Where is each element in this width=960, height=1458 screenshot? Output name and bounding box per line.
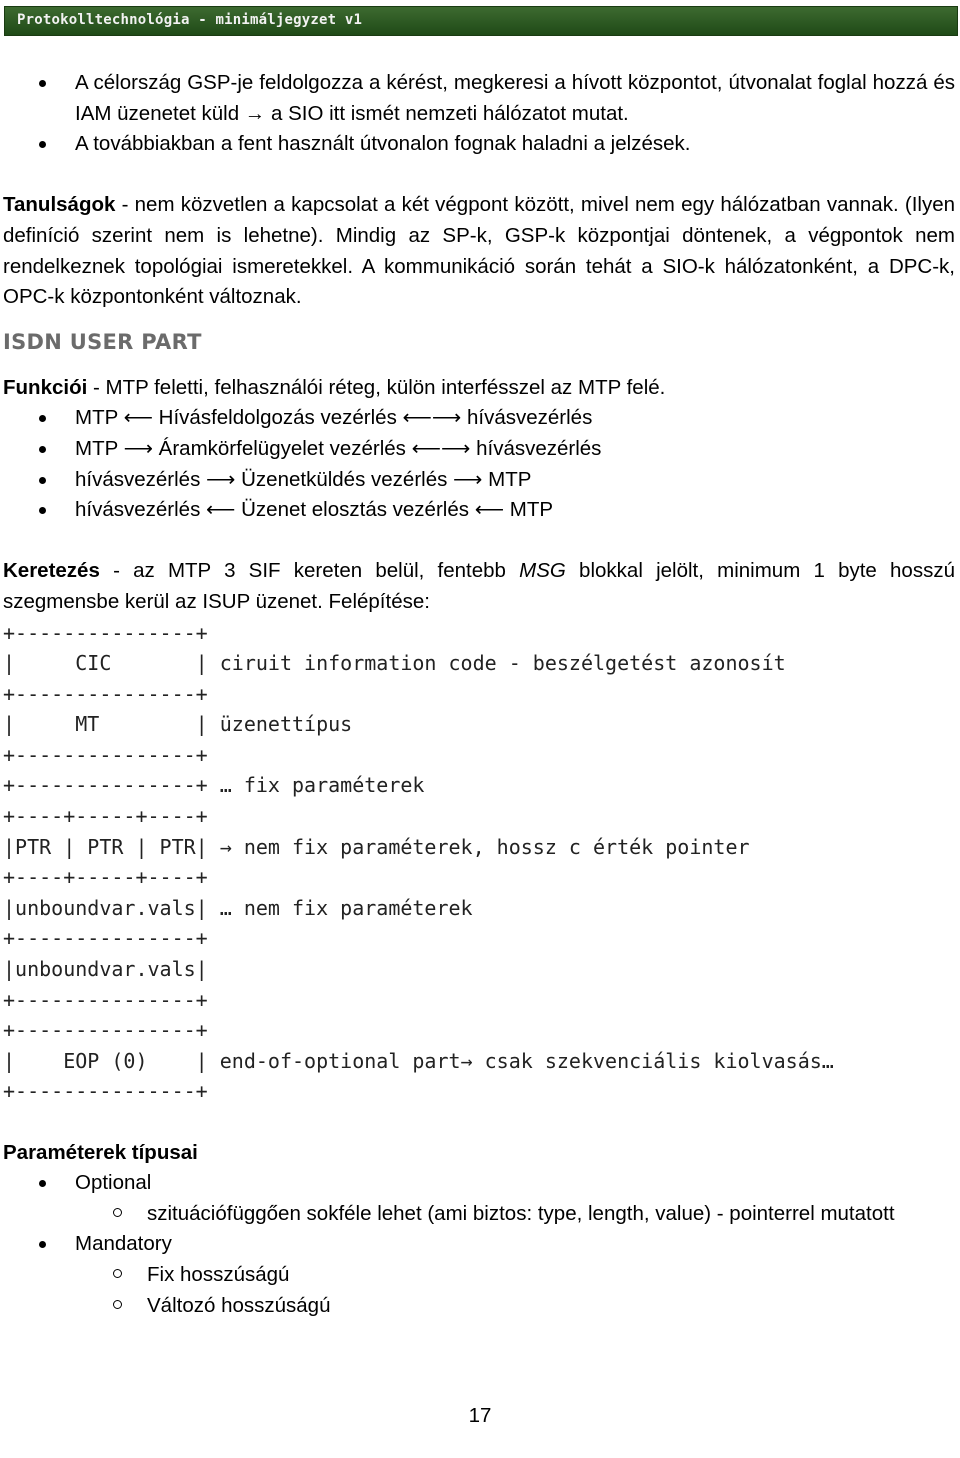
structure-line: +----+-----+----+ [3,865,208,890]
structure-line: +---------------+ [3,987,208,1012]
framing-italic: MSG [519,559,566,583]
sub-list-item: szituációfüggően sokféle lehet (ami biztos: type, length, value) - pointerrel mutatott [75,1199,955,1230]
list-item: MTP ⟵ Hívásfeldolgozás vezérlés ⟵⟶ hívásvezérlés [3,403,955,434]
lessons-paragraph [3,190,955,312]
structure-line: +---------------+ [3,620,208,645]
optional-label: Optional [75,1171,152,1195]
structure-line: +---------------+ [3,1079,208,1104]
structure-line: +---------------+ … fix paraméterek [3,773,425,798]
framing-paragraph [3,556,955,617]
list-item: A továbbiakban a fent használt útvonalon fognak haladni a jelzések. [3,129,955,160]
param-types-list [3,1168,955,1321]
page-content [3,68,955,1321]
list-item: A célország GSP-je feldolgozza a kérést, megkeresi a hívott központot, útvonalat foglal hozzá és IAM üzenetet küld → a SIO itt ismét nemzeti hálózatot mutat. [3,68,955,129]
functions-label: Funkciói [3,375,88,399]
functions-text: - MTP feletti, felhasználói réteg, külön interfésszel az MTP felé. [87,375,666,399]
intro-bullet-list [3,68,955,160]
structure-line: +---------------+ [3,1018,208,1043]
document-header-bar [4,6,958,36]
list-item: MTP ⟶ Áramkörfelügyelet vezérlés ⟵⟶ hívásvezérlés [3,434,955,465]
mandatory-sub-list [75,1260,955,1321]
framing-text-cont: blokkal jelölt, minimum 1 byte hosszú szegmensbe kerül az ISUP üzenet. Felépítése: [3,559,955,613]
structure-line: +---------------+ [3,926,208,951]
section-heading: ISDN USER PART [3,329,202,354]
param-types-title [3,1138,955,1169]
structure-line: |unboundvar.vals| … nem fix paraméterek [3,895,473,920]
optional-sub-list [75,1199,955,1230]
structure-line: +----+-----+----+ [3,804,208,829]
functions-list [3,403,955,525]
list-item [3,1168,955,1229]
list-item [3,1229,955,1321]
page-number: 17 [468,1404,492,1427]
mandatory-label: Mandatory [75,1232,172,1256]
sub-list-item: Fix hosszúságú [75,1260,955,1291]
functions-paragraph [3,373,955,404]
structure-line: |PTR | PTR | PTR| → nem fix paraméterek, hossz c érték pointer [3,834,750,859]
sub-list-item: Változó hosszúságú [75,1291,955,1322]
param-types-title-text: Paraméterek típusai [3,1140,198,1164]
lessons-label: Tanulságok [3,193,116,217]
structure-line: | EOP (0) | end-of-optional part→ csak szekvenciális kiolvasás… [3,1048,834,1073]
structure-line: | MT | üzenettípus [3,712,353,737]
framing-text: - az MTP 3 SIF kereten belül, fentebb [99,559,520,583]
lessons-text: - nem közvetlen a kapcsolat a két végpont között, mivel nem egy hálózatban vannak. (Ilyen definíció szerint nem is lehetne). Mindig az SP-k, GSP-k központjai döntenek, a végpontok nem rendelkeznek topológiai ismeretekkel. A kommunikáció során tehát a SIO-k hálózatonként, a DPC-k, OPC-k központonként változnak. [3,193,955,309]
isup-structure-diagram [3,618,955,1108]
structure-line: +---------------+ [3,681,208,706]
list-item: hívásvezérlés ⟶ Üzenetküldés vezérlés ⟶ MTP [3,465,955,496]
framing-label: Keretezés [3,559,100,583]
document-header-title: Protokolltechnológia - minimáljegyzet v1 [17,12,363,28]
structure-line: | CIC | ciruit information code - beszélgetést azonosít [3,651,786,676]
list-item: hívásvezérlés ⟵ Üzenet elosztás vezérlés ⟵ MTP [3,495,955,526]
structure-line: |unboundvar.vals| [3,957,208,982]
structure-line: +---------------+ [3,742,208,767]
